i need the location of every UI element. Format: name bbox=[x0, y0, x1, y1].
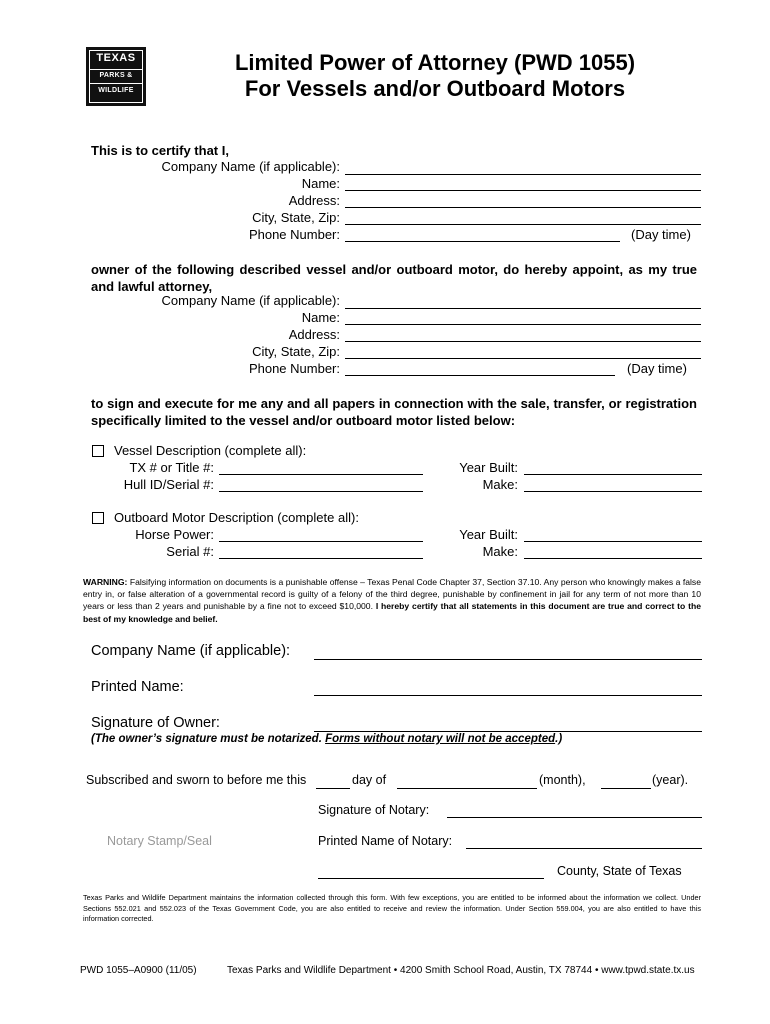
vessel-checkbox[interactable] bbox=[92, 445, 104, 457]
tpwd-logo bbox=[86, 47, 146, 106]
motor-make-label: Make: bbox=[482, 544, 518, 559]
vessel-heading: Vessel Description (complete all): bbox=[114, 443, 307, 458]
attorney-city-label: City, State, Zip: bbox=[252, 344, 340, 359]
warning-certify: I hereby certify that all statements in this document are true and correct to the best of my knowledge and belief. bbox=[83, 601, 701, 624]
attorney-name-label: Name: bbox=[301, 310, 340, 325]
motor-year-label: Year Built: bbox=[459, 527, 518, 542]
sign-execute-text: to sign and execute for me any and all papers in connection with the sale, transfer, or registration specifically limited to the vessel and/or outboard motor listed below: bbox=[91, 396, 697, 428]
sign-printed-label: Printed Name: bbox=[91, 679, 184, 695]
vessel-hull-field[interactable] bbox=[219, 491, 423, 492]
sign-owner-label: Signature of Owner: bbox=[91, 715, 220, 731]
footer-form-id: PWD 1055–A0900 (11/05) bbox=[80, 965, 197, 976]
certify-intro: This is to certify that I, bbox=[91, 143, 229, 158]
motor-year-field[interactable] bbox=[524, 541, 702, 542]
sign-company-field[interactable] bbox=[314, 659, 702, 660]
notary-signature-label: Signature of Notary: bbox=[318, 803, 430, 817]
attorney-daytime-note: (Day time) bbox=[627, 361, 687, 376]
warning-text: Falsifying information on documents is a punishable offense – Texas Penal Code Chapter 37, Section 37.10. Any person who knowingly makes a false entry in, or false alteration of a governmental record is guilty of a felony of the third degree, punishable by confinement in jail for any term of not more than 10 years or less than 2 years and punishable by a fine not to exceed $10,000. bbox=[83, 577, 701, 612]
owner-phone-field[interactable] bbox=[345, 241, 620, 242]
vessel-tx-label: TX # or Title #: bbox=[129, 460, 214, 475]
sign-printed-field[interactable] bbox=[314, 695, 702, 696]
sworn-year-label: (year). bbox=[652, 773, 689, 787]
owner-address-label: Address: bbox=[288, 193, 340, 208]
notarize-note-a: (The owner’s signature must be notarized. bbox=[91, 733, 326, 745]
sworn-year-field[interactable] bbox=[601, 788, 651, 789]
attorney-phone-field[interactable] bbox=[345, 375, 615, 376]
attorney-city-field[interactable] bbox=[345, 358, 701, 359]
form-title: Limited Power of Attorney (PWD 1055) bbox=[234, 50, 636, 75]
attorney-phone-label: Phone Number: bbox=[248, 361, 340, 376]
owner-address-field[interactable] bbox=[345, 207, 701, 208]
owner-company-field[interactable] bbox=[345, 174, 701, 175]
footer-address: Texas Parks and Wildlife Department • 4200 Smith School Road, Austin, TX 78744 • www.tpwd.state.tx.us bbox=[227, 965, 695, 976]
owner-city-label: City, State, Zip: bbox=[252, 210, 340, 225]
owner-city-field[interactable] bbox=[345, 224, 701, 225]
sworn-month-label: (month), bbox=[539, 773, 586, 787]
warning-label: WARNING: bbox=[83, 577, 128, 587]
county-label: County, State of Texas bbox=[557, 864, 682, 878]
notarize-note-c: .) bbox=[555, 733, 563, 745]
attorney-name-field[interactable] bbox=[345, 324, 701, 325]
sworn-text: Subscribed and sworn to before me this bbox=[86, 773, 307, 787]
warning-block bbox=[83, 576, 701, 625]
motor-hp-field[interactable] bbox=[219, 541, 423, 542]
motor-checkbox[interactable] bbox=[92, 512, 104, 524]
sworn-month-field[interactable] bbox=[397, 788, 537, 789]
notary-printed-field[interactable] bbox=[466, 848, 702, 849]
notarize-note bbox=[91, 733, 562, 745]
notary-printed-label: Printed Name of Notary: bbox=[318, 834, 453, 848]
vessel-make-field[interactable] bbox=[524, 491, 702, 492]
logo-text-parks: PARKS & bbox=[99, 72, 133, 79]
vessel-year-field[interactable] bbox=[524, 474, 702, 475]
privacy-notice: Texas Parks and Wildlife Department maintains the information collected through this form. With few exceptions, you are entitled to be informed about the information we collect. Under Sections 552.021 and 552.023 of the Texas Government Code, you are also entitled to receive and review the information. Under Section 559.004, you are also entitled to have this information corrected. bbox=[83, 893, 701, 923]
owner-appoint-text: owner of the following described vessel and/or outboard motor, do hereby appoint, as my true and lawful attorney, bbox=[91, 262, 697, 294]
attorney-company-field[interactable] bbox=[345, 308, 701, 309]
motor-heading: Outboard Motor Description (complete all): bbox=[114, 510, 359, 525]
motor-serial-label: Serial #: bbox=[166, 544, 214, 559]
notarize-note-b: Forms without notary will not be accepted bbox=[325, 733, 556, 745]
sign-company-label: Company Name (if applicable): bbox=[91, 643, 291, 659]
attorney-company-label: Company Name (if applicable): bbox=[161, 293, 340, 308]
owner-name-label: Name: bbox=[301, 176, 340, 191]
sign-owner-field[interactable] bbox=[314, 731, 702, 732]
owner-name-field[interactable] bbox=[345, 190, 701, 191]
notary-signature-field[interactable] bbox=[447, 817, 702, 818]
logo-text-wildlife: WILDLIFE bbox=[98, 87, 134, 94]
motor-hp-label: Horse Power: bbox=[135, 527, 214, 542]
motor-serial-field[interactable] bbox=[219, 558, 423, 559]
attorney-address-field[interactable] bbox=[345, 341, 701, 342]
notary-stamp-placeholder: Notary Stamp/Seal bbox=[107, 834, 212, 848]
vessel-hull-label: Hull ID/Serial #: bbox=[123, 477, 214, 492]
owner-daytime-note: (Day time) bbox=[631, 227, 691, 242]
owner-phone-label: Phone Number: bbox=[248, 227, 340, 242]
owner-company-label: Company Name (if applicable): bbox=[161, 159, 340, 174]
attorney-address-label: Address: bbox=[288, 327, 340, 342]
vessel-make-label: Make: bbox=[482, 477, 518, 492]
motor-make-field[interactable] bbox=[524, 558, 702, 559]
logo-text-texas: TEXAS bbox=[96, 52, 136, 64]
sworn-day-field[interactable] bbox=[316, 788, 350, 789]
county-field[interactable] bbox=[318, 878, 544, 879]
vessel-year-label: Year Built: bbox=[459, 460, 518, 475]
sworn-day-of: day of bbox=[352, 773, 387, 787]
vessel-tx-field[interactable] bbox=[219, 474, 423, 475]
form-subtitle: For Vessels and/or Outboard Motors bbox=[244, 76, 626, 101]
